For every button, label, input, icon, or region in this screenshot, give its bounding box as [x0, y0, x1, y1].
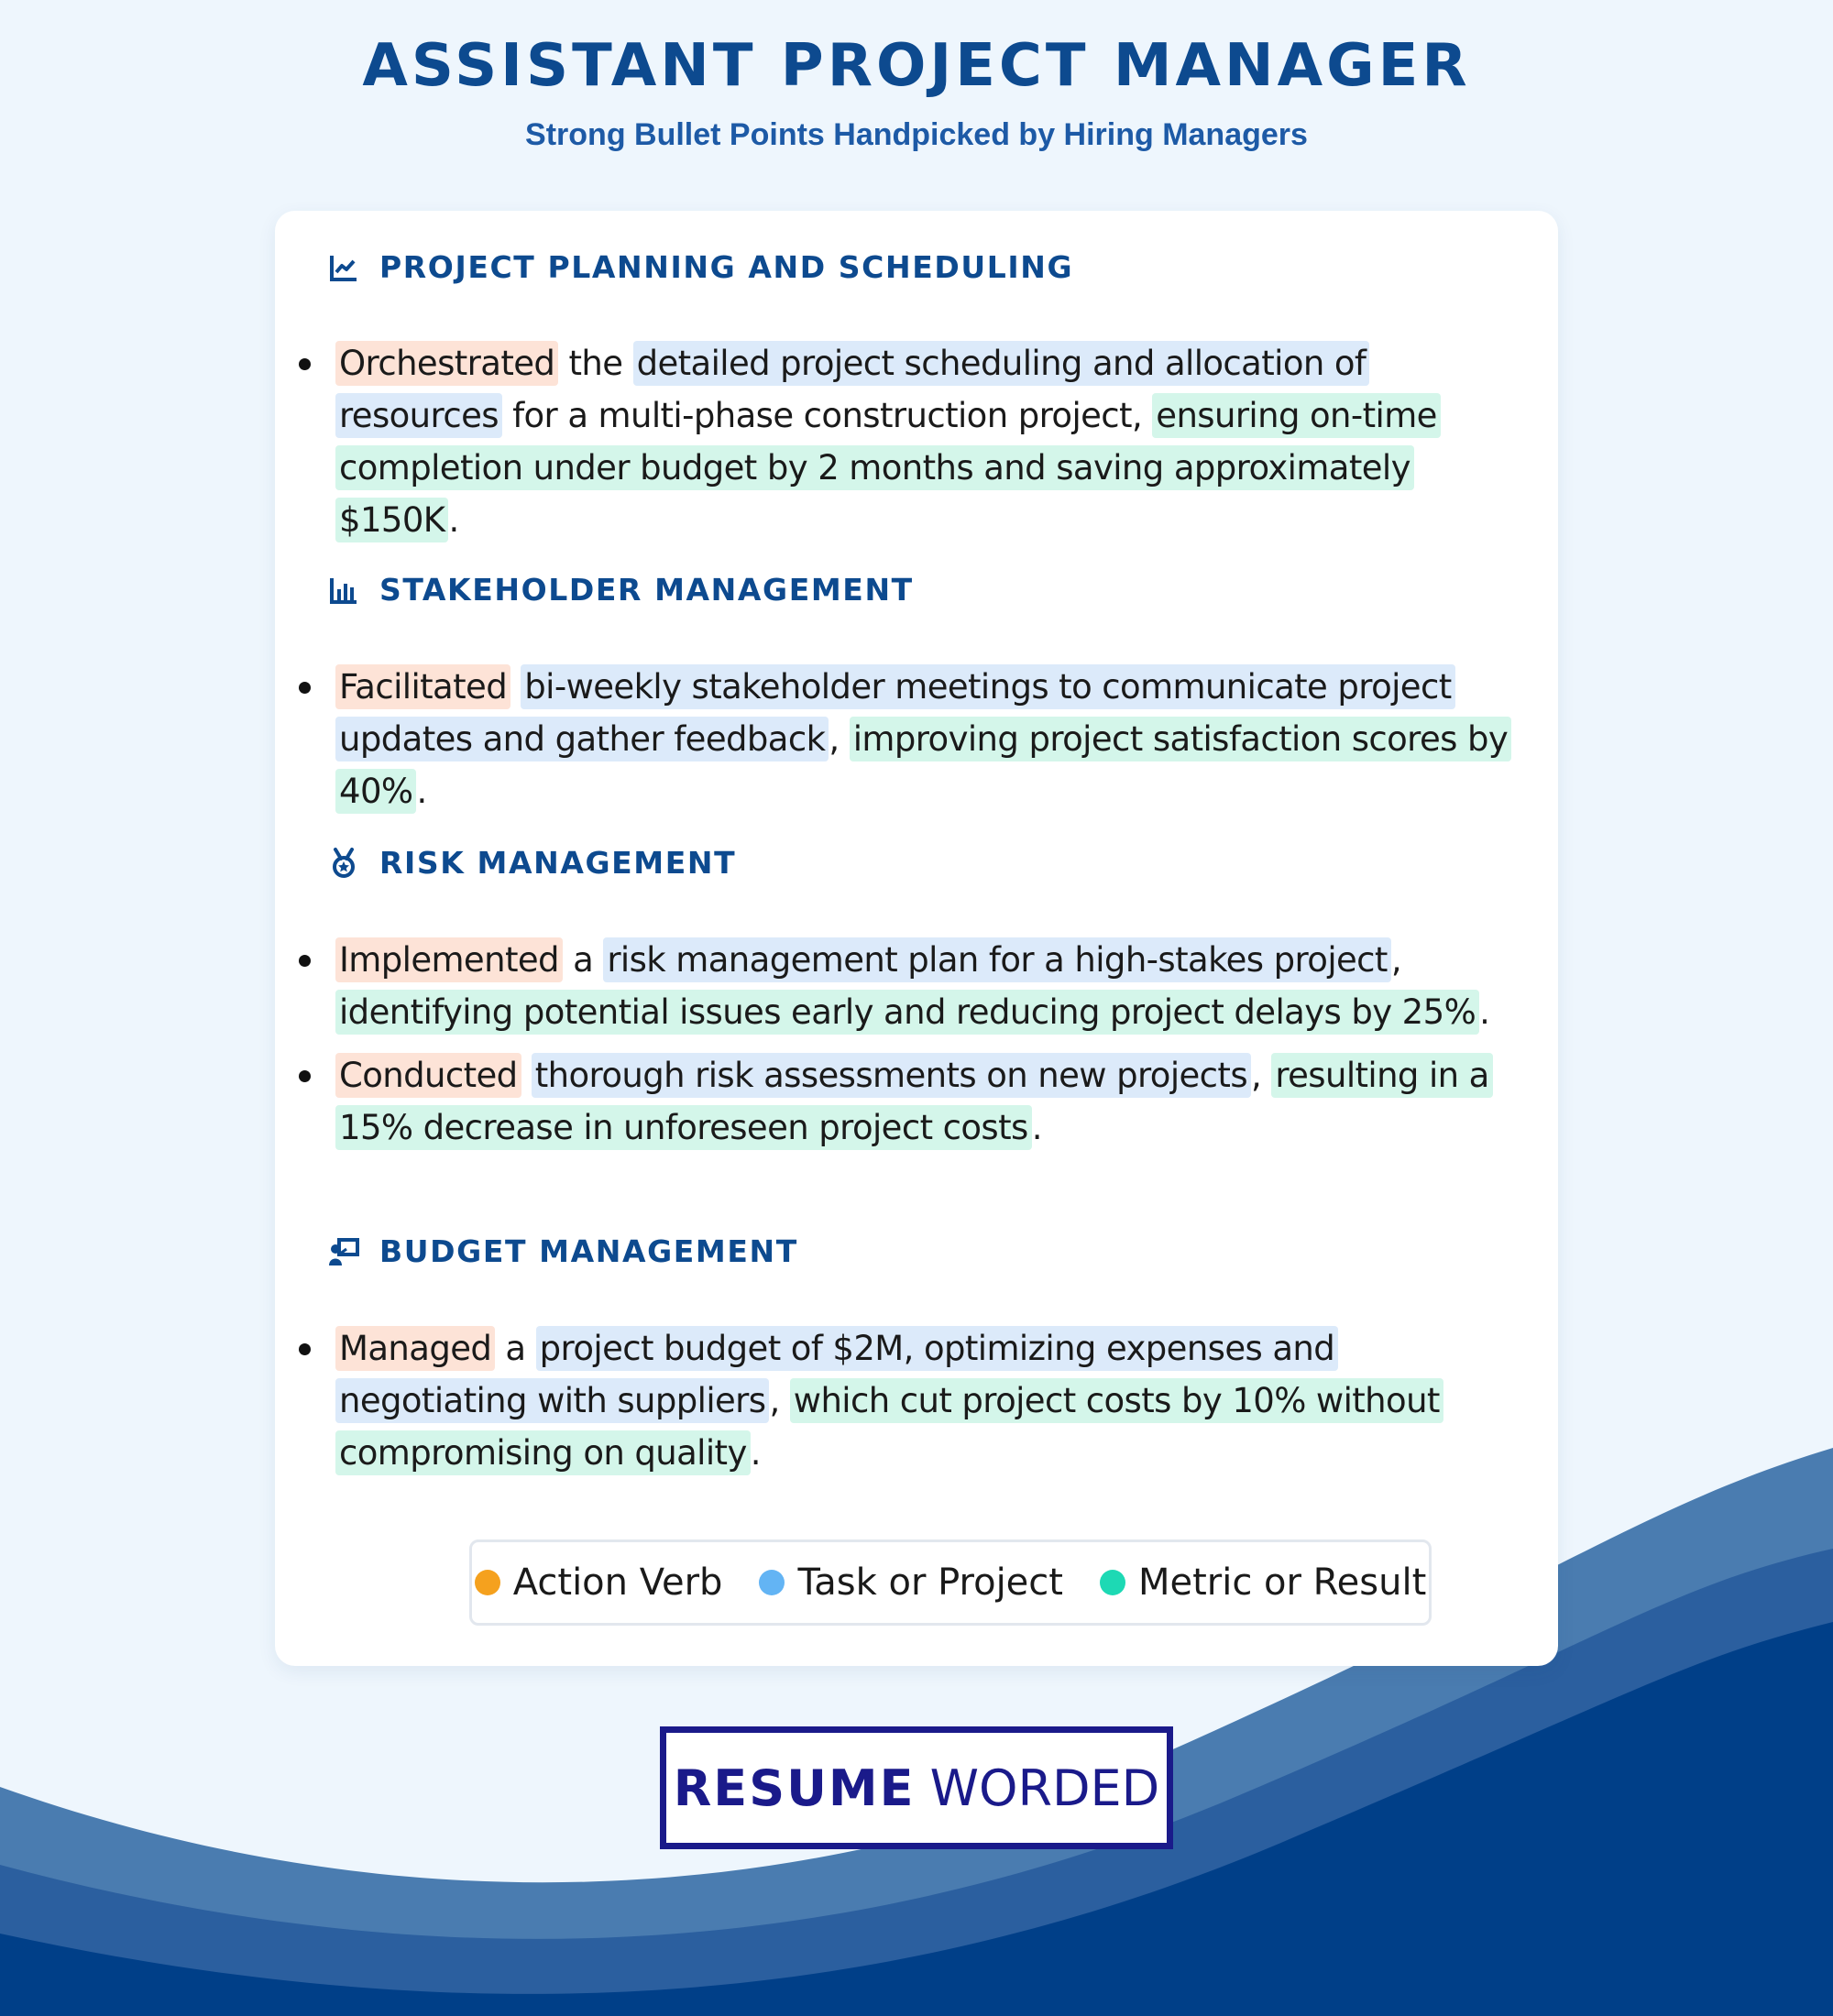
section-title: STAKEHOLDER MANAGEMENT [379, 572, 914, 608]
bullet-text-segment: . [1031, 1108, 1042, 1147]
legend-label: Action Verb [512, 1561, 723, 1604]
bullet-text-segment: . [448, 500, 459, 540]
action-verb-highlight: Conducted [335, 1053, 521, 1098]
action-verb-highlight: Facilitated [335, 664, 510, 709]
legend-item-action [475, 1561, 723, 1604]
bullet-text [335, 337, 1527, 546]
bullet-text-segment: . [1479, 992, 1490, 1032]
legend-dot [759, 1570, 785, 1595]
section-title: PROJECT PLANNING AND SCHEDULING [379, 249, 1074, 285]
presenter-board-icon [328, 1236, 359, 1267]
medal-icon [328, 848, 359, 879]
metric-highlight: resulting in a 15% decrease in unforeseen project costs [335, 1053, 1493, 1150]
bullet-text-segment: , [769, 1381, 790, 1420]
task-highlight: risk management plan for a high-stakes project [603, 937, 1391, 982]
task-highlight: thorough risk assessments on new projects [532, 1053, 1251, 1098]
legend-item-metric [1100, 1561, 1426, 1604]
bullet-text-segment: . [416, 772, 427, 811]
bullet-dot [299, 1343, 311, 1355]
bullet-text-segment: , [1390, 940, 1401, 980]
logo-text-bold: RESUME [673, 1759, 916, 1817]
bullet-list [335, 1322, 1527, 1490]
bar-chart-icon [328, 575, 359, 606]
metric-highlight: ensuring on-time completion under budget by 2 months and saving approximately $150K [335, 393, 1441, 542]
task-highlight: detailed project scheduling and allocation of resources [335, 341, 1369, 438]
section-title: BUDGET MANAGEMENT [379, 1233, 798, 1269]
section-header [328, 249, 1073, 285]
highlight-legend [469, 1539, 1432, 1626]
bullet-text-segment [510, 667, 521, 707]
bullet-item [335, 1049, 1527, 1154]
page-subtitle: Strong Bullet Points Handpicked by Hiring Managers [525, 117, 1308, 152]
bullet-dot [299, 358, 311, 370]
section-header [328, 845, 736, 881]
bullet-text [335, 661, 1527, 817]
action-verb-highlight: Implemented [335, 937, 563, 982]
section-header [328, 1233, 798, 1269]
resume-worded-logo[interactable] [660, 1726, 1173, 1849]
bullet-text-segment: the [558, 344, 633, 383]
bullet-text-segment [521, 1056, 532, 1095]
metric-highlight: identifying potential issues early and reducing project delays by 25% [335, 990, 1479, 1035]
bullet-text-segment: a [495, 1329, 536, 1368]
metric-highlight: which cut project costs by 10% without compromising on quality [335, 1378, 1443, 1475]
bullet-dot [299, 682, 311, 694]
bullet-text-segment: , [1251, 1056, 1272, 1095]
legend-dot [1100, 1570, 1125, 1595]
task-highlight: project budget of $2M, optimizing expenses and negotiating with suppliers [335, 1326, 1338, 1423]
action-verb-highlight: Orchestrated [335, 341, 558, 386]
bullet-text-segment: for a multi-phase construction project, [501, 396, 1153, 435]
bullet-text-segment: . [750, 1433, 761, 1473]
bullet-text-segment: a [562, 940, 604, 980]
legend-item-task [759, 1561, 1063, 1604]
page-header [0, 27, 1833, 153]
metric-highlight: improving project satisfaction scores by 40% [335, 717, 1511, 814]
section-header [328, 572, 914, 608]
bullet-dot [299, 1070, 311, 1082]
section-title: RISK MANAGEMENT [379, 845, 737, 881]
legend-dot [475, 1570, 500, 1595]
bullet-dot [299, 955, 311, 967]
bullet-item [335, 1322, 1527, 1479]
bullet-item [335, 661, 1527, 817]
page-title: ASSISTANT PROJECT MANAGER [362, 32, 1471, 100]
legend-label: Metric or Result [1137, 1561, 1427, 1604]
bullet-item [335, 337, 1527, 546]
bullet-points-card [275, 211, 1558, 1666]
bullet-item [335, 934, 1527, 1038]
bullet-text [335, 1049, 1527, 1154]
task-highlight: bi-weekly stakeholder meetings to communicate project updates and gather feedback [335, 664, 1455, 761]
line-chart-icon [328, 252, 359, 283]
bullet-text [335, 1322, 1527, 1479]
action-verb-highlight: Managed [335, 1326, 495, 1371]
bullet-text-segment: , [829, 719, 850, 759]
legend-label: Task or Project [797, 1561, 1063, 1604]
bullet-list [335, 934, 1527, 1165]
bullet-list [335, 337, 1527, 557]
bullet-list [335, 661, 1527, 828]
bullet-text [335, 934, 1527, 1038]
logo-text-light: WORDED [929, 1759, 1160, 1817]
